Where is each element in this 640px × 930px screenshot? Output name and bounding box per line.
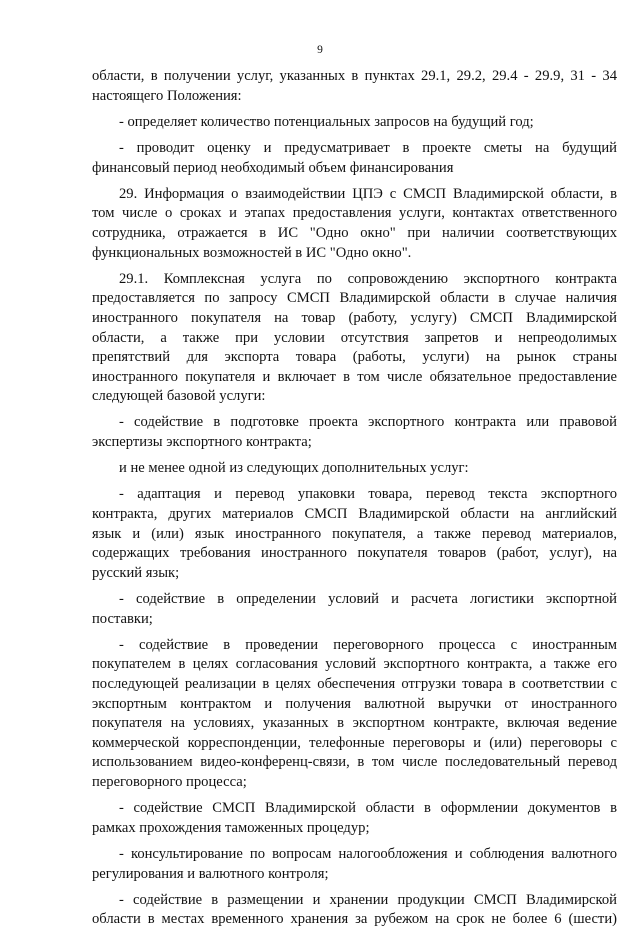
text-line: - содействие в размещении и хранении продукции СМСП Владимирской [119,891,617,908]
paragraph [92,270,617,407]
paragraph-gap [92,884,617,891]
text-line: переговорного процесса; [92,773,247,790]
text-line: использованием видео-конференц-связи, в том числе последовательный перевод [92,754,617,771]
paragraph-gap [92,838,617,845]
text-line: покупателя на условиях, указанных в экспортном контракте, включая ведение [92,715,617,732]
text-line: - содействие СМСП Владимирской области в оформлении документов в [119,800,617,817]
paragraph [92,845,617,884]
paragraph [92,590,617,629]
text-line: рамках прохождения таможенных процедур; [92,819,370,836]
text-line: 29.1. Комплексная услуга по сопровождению экспортного контракта [119,270,617,287]
text-line: поставки; [92,610,153,627]
text-line: функциональных возможностей в ИС "Одно окно". [92,244,412,261]
text-line: - содействие в определении условий и расчета логистики экспортной [119,591,617,607]
text-line: - определяет количество потенциальных запросов на будущий год; [119,113,534,130]
paragraph-gap [92,407,617,414]
text-line: препятствий для экспорта товара (работы, услуги) на рынок страны [92,349,617,366]
text-line: покупателем в целях согласования условий экспортного контракта, а также его [92,656,617,673]
text-line: области, в получении услуг, указанных в пунктах 29.1, 29.2, 29.4 - 29.9, 31 - 34 [92,68,617,84]
text-line: регулирования и валютного контроля; [92,865,329,882]
paragraph-gap [92,263,617,270]
paragraph [92,113,617,133]
text-line: экспертизы экспортного контракта; [92,434,312,451]
text-line: предоставляется по запросу СМСП Владимирской области в случае наличия [92,290,617,307]
page-number: 9 [317,44,323,56]
text-line: коммерческой корреспонденции, телефонные переговоры и (или) переговоры с [92,734,617,751]
text-line: сотрудника, отражается в ИС "Одно окно" при наличии соответствующих [92,224,617,241]
paragraph-gap [92,479,617,486]
paragraph-gap [92,793,617,800]
text-line: содержащих требования иностранного покупателя товаров (работ, услуг), на [92,545,617,562]
document-body [92,67,617,930]
text-line: следующей базовой услуги: [92,388,266,405]
text-line: экспортным контрактом и получения валютной выручки от иностранного [92,695,617,712]
paragraph [92,485,617,583]
paragraph-gap [92,106,617,113]
paragraph-gap [92,178,617,185]
text-line: русский язык; [92,564,180,581]
text-line: 29. Информация о взаимодействии ЦПЭ с СМСП Владимирской области, в [119,185,617,202]
text-line: настоящего Положения: [92,87,242,104]
text-line: иностранного покупателя на товар (работу, услугу) СМСП Владимирской [92,309,617,326]
paragraph [92,139,617,178]
text-line: - содействие в подготовке проекта экспортного контракта или правовой [119,414,617,431]
paragraph [92,67,617,106]
paragraph-gap [92,453,617,460]
text-line: последующей реализации в целях обеспечения отгрузки товара в соответствии с [92,675,617,692]
text-line: области, а также при условии отсутствия запретов и непреодолимых [92,329,617,346]
paragraph [92,799,617,838]
text-line: - содействие в проведении переговорного процесса с иностранным [119,636,617,653]
text-line: язык и (или) язык иностранного покупателя, а также перевод материалов, [92,525,617,542]
text-line: и не менее одной из следующих дополнительных услуг: [119,460,469,477]
text-line: области в местах временного хранения за рубежом на срок не более 6 (шести) [92,911,617,928]
paragraph-gap [92,629,617,636]
text-line: том числе о сроках и этапах предоставления услуги, контактах ответственного [92,205,617,222]
paragraph [92,413,617,452]
text-line: - адаптация и перевод упаковки товара, перевод текста экспортного [119,486,617,503]
paragraph [92,185,617,263]
paragraph [92,459,617,479]
paragraph-gap [92,583,617,590]
paragraph [92,636,617,793]
paragraph-gap [92,132,617,139]
text-line: - консультирование по вопросам налогообложения и соблюдения валютного [119,845,617,862]
text-line: контракта, других материалов СМСП Владимирской области на английский [92,506,617,523]
text-line: финансовый период необходимый объем финансирования [92,159,454,176]
text-line: иностранного покупателя и включает в том числе обязательное предоставление [92,368,617,385]
text-line: - проводит оценку и предусматривает в проекте сметы на будущий [119,139,617,156]
paragraph [92,891,617,930]
